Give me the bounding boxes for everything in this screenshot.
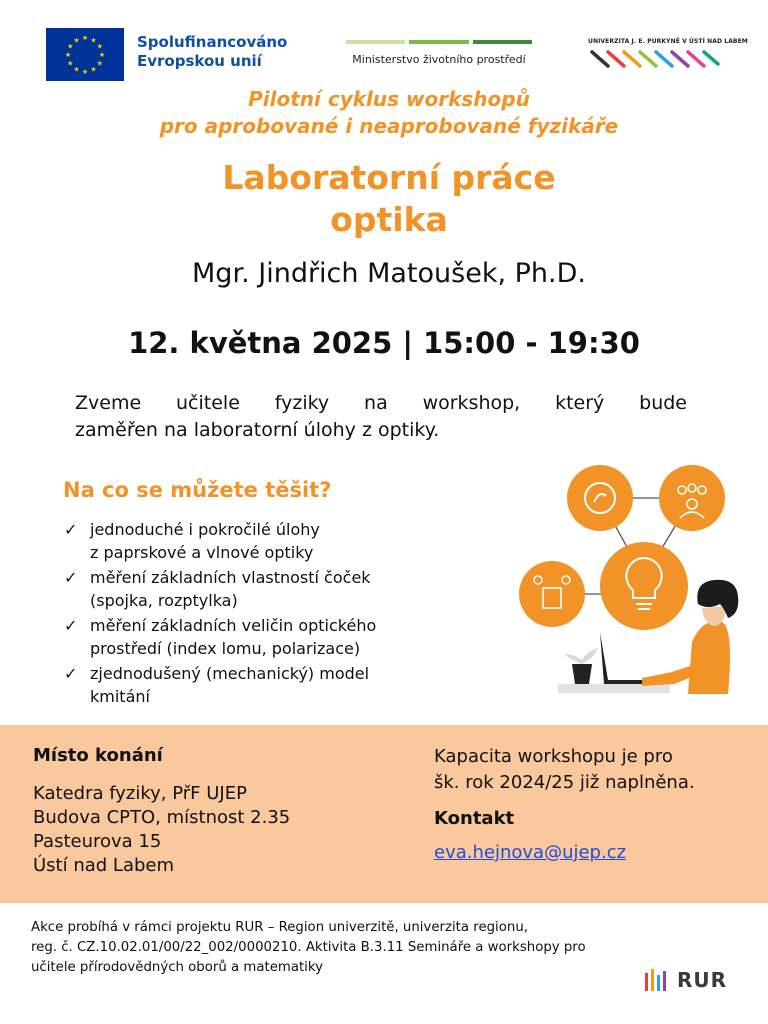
rur-logo — [643, 965, 727, 995]
benefits-heading: Na co se můžete těšit? — [63, 478, 332, 502]
ujep-logo-text: UNIVERZITA J. E. PURKYNĚ V ÚSTÍ NAD LABEM — [588, 38, 748, 45]
eu-star-icon: ★ — [96, 42, 103, 51]
series-subtitle: Pilotní cyklus workshopů pro aprobované i neaprobované fyzikáře — [159, 87, 619, 138]
venue-heading: Místo konání — [33, 745, 163, 766]
venue-address: Katedra fyziky, PřF UJEP Budova CPTO, místnost 2.35 Pasteurova 15 Ústí nad Labem — [33, 783, 291, 876]
eu-star-icon: ★ — [81, 34, 89, 42]
checkmark-icon: ✓ — [64, 568, 78, 587]
eu-star-icon: ★ — [67, 42, 74, 51]
event-datetime: 12. května 2025 | 15:00 - 19:30 — [128, 326, 640, 360]
desk — [558, 684, 670, 693]
lecturer-name: Mgr. Jindřich Matoušek, Ph.D. — [192, 258, 586, 289]
recycle-icon — [567, 465, 633, 531]
list-item: ✓ měření základních vlastností čoček (spojka, rozptylka) — [64, 568, 371, 610]
ministry-logo-bars — [346, 40, 532, 44]
eu-star-icon: ★ — [67, 59, 74, 68]
rur-logo-mark — [643, 967, 671, 993]
eu-star-icon: ★ — [81, 68, 89, 76]
contact-heading: Kontakt — [434, 808, 515, 829]
checkmark-icon: ✓ — [64, 616, 78, 635]
ministry-logo-text: Ministerstvo životního prostředí — [352, 53, 526, 66]
rur-logo-text: RUR — [677, 968, 728, 992]
eu-star-icon: ★ — [64, 51, 72, 59]
project-footer-text: Akce probíhá v rámci projektu RUR – Region univerzitě, univerzita regionu, reg. č. CZ.10.02.01/00/22_002/0000210. Aktivita B.3.11 Semináře a workshopy pro učitele přírodovědných oborů a matematiky — [31, 920, 586, 975]
plant-icon — [564, 648, 598, 684]
benefits-list — [64, 518, 444, 710]
checkmark-icon: ✓ — [64, 664, 78, 683]
ujep-logo-stripes — [588, 48, 720, 70]
contact-email-link[interactable]: eva.hejnova@ujep.cz — [434, 842, 627, 863]
eu-flag-logo — [46, 28, 124, 81]
eu-star-icon: ★ — [90, 65, 97, 74]
list-item: ✓ měření základních veličin optického prostředí (index lomu, polarizace) — [64, 616, 377, 658]
people-icon — [659, 465, 725, 531]
capacity-note: Kapacita workshopu je pro šk. rok 2024/25 již naplněna. — [434, 746, 695, 793]
list-item: ✓ jednoduché i pokročilé úlohy z paprskové a vlnové optiky — [64, 520, 320, 562]
eu-star-icon: ★ — [73, 65, 80, 74]
eu-cofunding-text: Spolufinancováno Evropskou unií — [137, 33, 288, 70]
eu-star-icon: ★ — [73, 36, 80, 45]
eu-star-icon: ★ — [90, 36, 97, 45]
intro-paragraph: Zveme učitele fyziky na workshop, který bude zaměřen na laboratorní úlohy z optiky. — [75, 392, 687, 441]
list-item: ✓ zjednodušený (mechanický) model kmitání — [64, 664, 370, 706]
lightbulb-brain-icon — [600, 542, 688, 630]
workshop-title: Laboratorní práce optika — [222, 158, 556, 239]
laptop-icon — [600, 632, 648, 684]
eu-star-icon: ★ — [96, 59, 103, 68]
teacher-laptop-illustration — [512, 460, 768, 700]
eu-star-icon: ★ — [98, 51, 106, 59]
checkmark-icon: ✓ — [64, 520, 78, 539]
city-icon — [519, 561, 585, 627]
